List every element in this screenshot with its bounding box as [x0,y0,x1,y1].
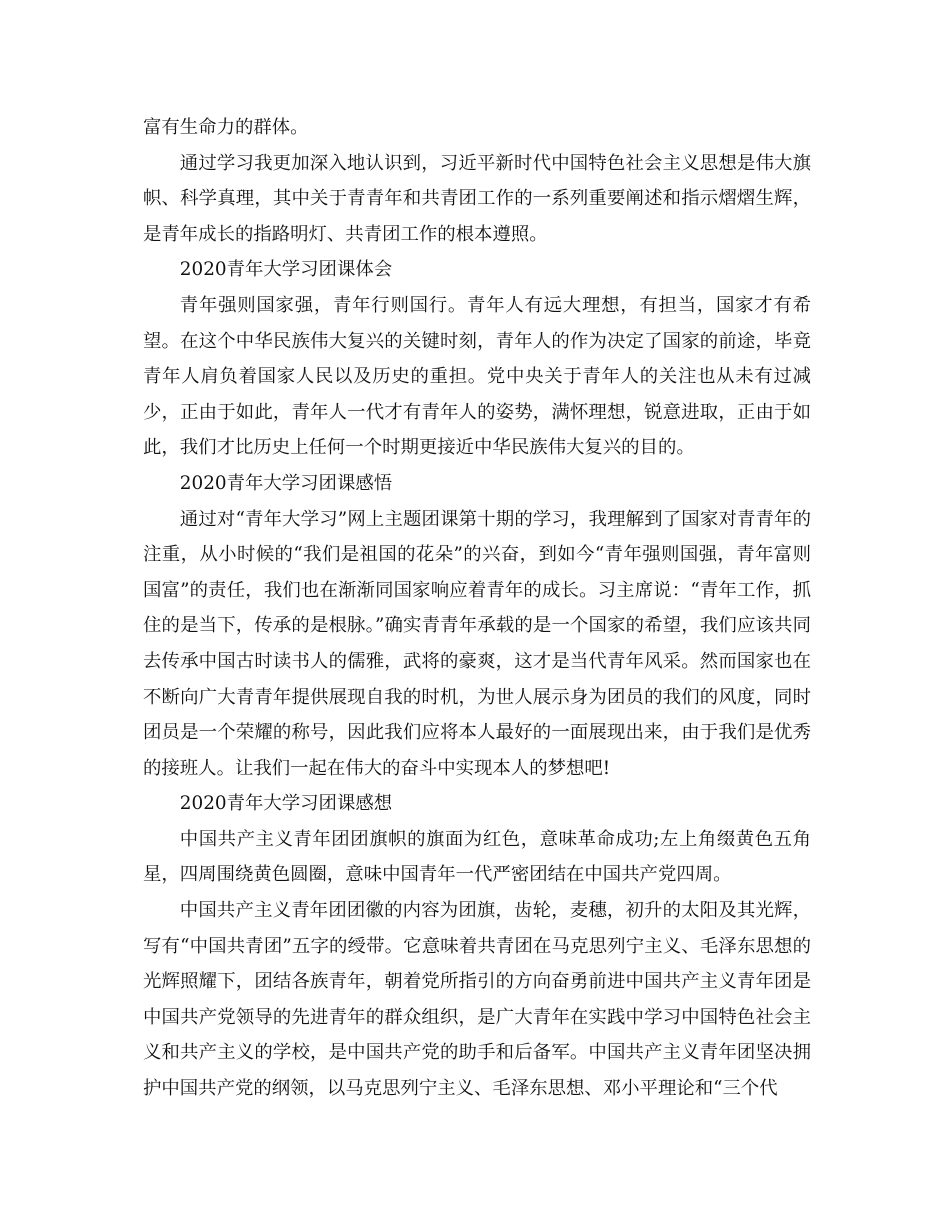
section-heading-tihui: 2020青年大学习团课体会 [179,259,393,281]
paragraph-study-insight: 通过学习我更加深入地认识到，习近平新时代中国特色社会主义思想是伟大旗帜、科学真理，其中关于青青年和共青团工作的一系列重要阐述和指示熠熠生辉，是青年成长的指路明灯、共青团工作的根本遵照。 [143,152,811,245]
paragraph-league-flag: 中国共产主义青年团团旗帜的旗面为红色，意味革命成功;左上角缀黄色五角星，四周围绕黄色圆圈，意味中国青年一代严密团结在中国共产党四周。 [143,828,811,886]
section-heading-ganwu: 2020青年大学习团课感悟 [179,472,393,494]
document-body [143,110,811,1107]
paragraph-tenth-lesson: 通过对“青年大学习”网上主题团课第十期的学习，我理解到了国家对青青年的注重，从小时候的“我们是祖国的花朵”的兴奋，到如今“青年强则国强，青年富则国富”的责任，我们也在渐渐同国家响应着青年的成长。习主席说：“青年工作，抓住的是当下，传承的是根脉。”确实青青年承载的是一个国家的希望，我们应该共同去传承中国古时读书人的儒雅，武将的豪爽，这才是当代青年风采。然而国家也在不断向广大青青年提供展现自我的时机，为世人展示身为团员的我们的风度，同时团员是一个荣耀的称号，因此我们应将本人最好的一面展现出来，由于我们是优秀的接班人。让我们一起在伟大的奋斗中实现本人的梦想吧! [143,508,811,779]
paragraph-league-emblem: 中国共产主义青年团团徽的内容为团旗，齿轮，麦穗，初升的太阳及其光辉，写有“中国共青团”五字的绶带。它意味着共青团在马克思列宁主义、毛泽东思想的光辉照耀下，团结各族青年，朝着党所指引的方向奋勇前进中国共产主义青年团是中国共产党领导的先进青年的群众组织，是广大青年在实践中学习中国特色社会主义和共产主义的学校，是中国共产党的助手和后备军。中国共产主义青年团坚决拥护中国共产党的纲领，以马克思列宁主义、毛泽东思想、邓小平理论和“三个代 [143,900,811,1100]
paragraph-continuation: 富有生命力的群体。 [143,117,309,138]
paragraph-youth-strong: 青年强则国家强，青年行则国行。青年人有远大理想，有担当，国家才有希望。在这个中华民族伟大复兴的关键时刻，青年人的作为决定了国家的前途，毕竟青年人肩负着国家人民以及历史的重担。党中央关于青年人的关注也从未有过减少，正由于如此，青年人一代才有青年人的姿势，满怀理想，锐意进取，正由于如此，我们才比历史上任何一个时期更接近中华民族伟大复兴的目的。 [143,294,811,459]
section-heading-ganxiang: 2020青年大学习团课感想 [179,793,393,815]
